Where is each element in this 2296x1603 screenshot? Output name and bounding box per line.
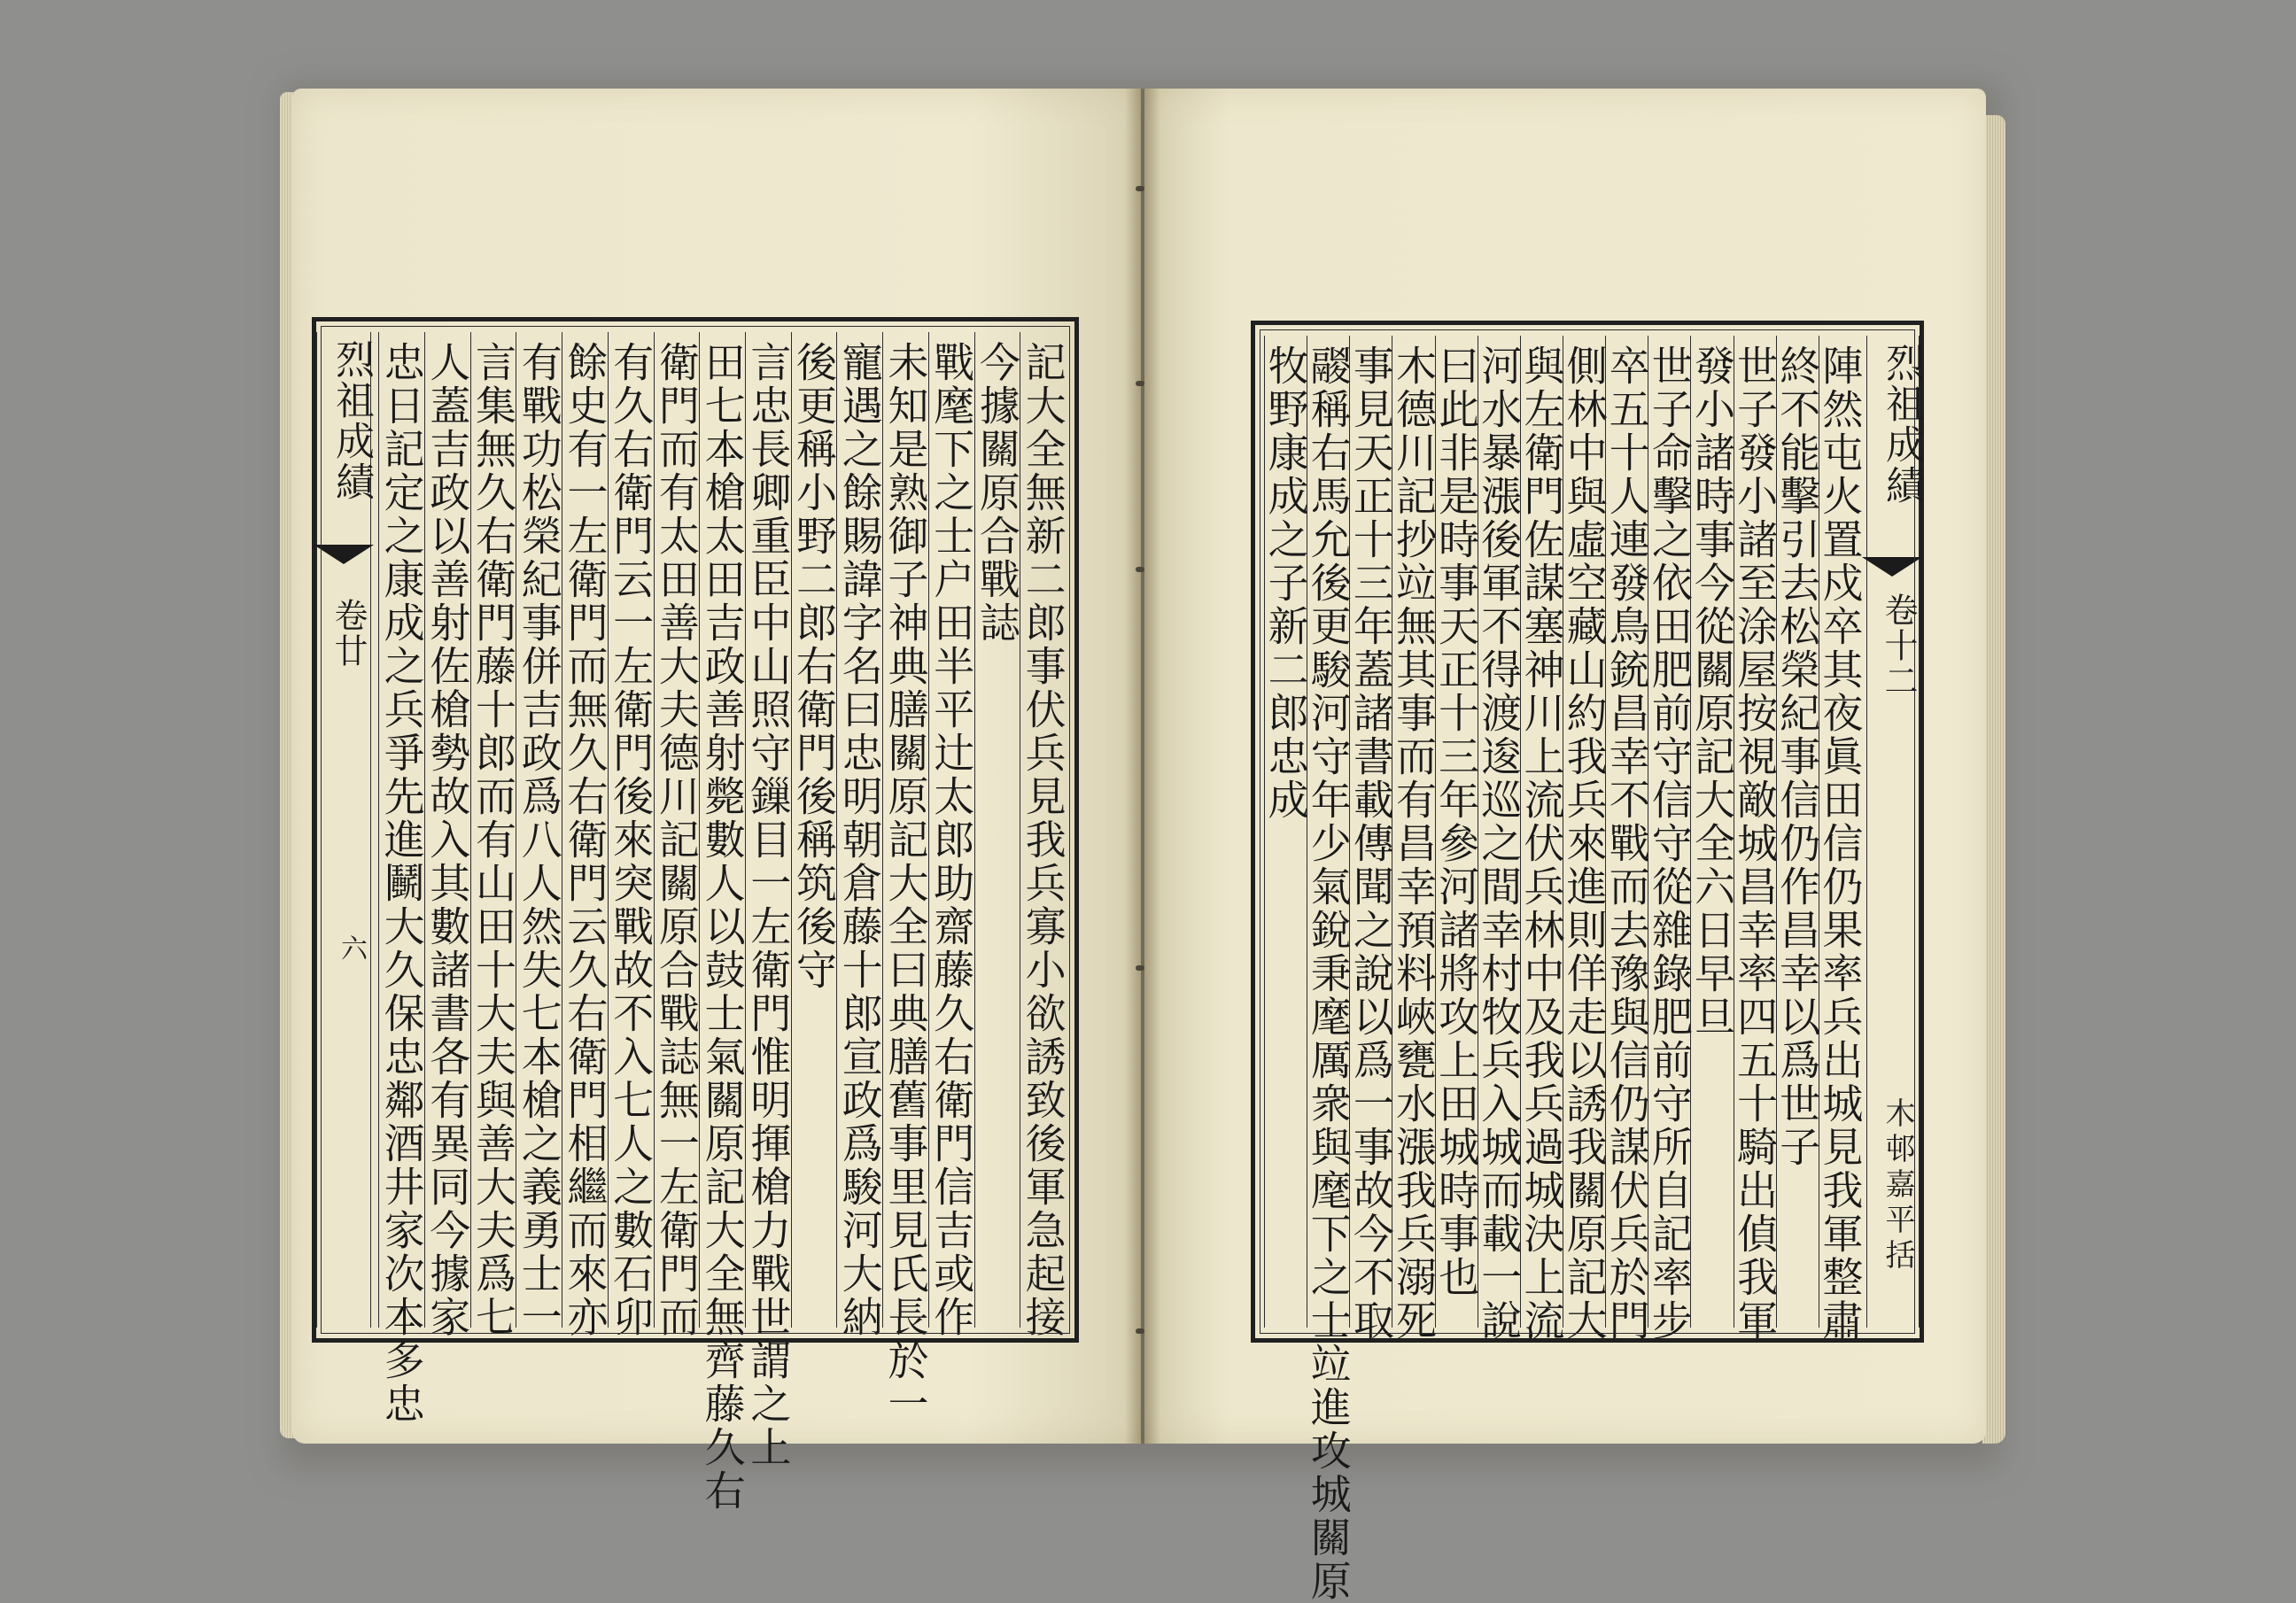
text-column [652, 332, 701, 1339]
text-column [835, 332, 884, 1339]
text-column [515, 332, 563, 1339]
binding-stitch [1136, 381, 1144, 386]
column-text: 記大全無新二郎事伏兵見我兵寡小欲誘致後軍急起接 [1019, 341, 1067, 1339]
binding-stitch [1136, 965, 1144, 971]
carver-credit: 木邨嘉平括 [1880, 1097, 1915, 1274]
column-text: 世子命擊之依田肥前守信守從雜錄肥前守所自記率步 [1645, 345, 1694, 1343]
left-fold-title: 烈祖成績 [329, 339, 374, 502]
text-column [1346, 336, 1395, 1343]
text-column [1261, 336, 1310, 1328]
text-column [1816, 336, 1865, 1343]
left-text-block [312, 317, 1079, 1513]
column-text: 衛門而有太田善大夫德川記關原合戰誌無一左衛門而 [652, 341, 701, 1339]
column-text: 事見天正十三年蓋諸書載傳聞之說以爲一事故今不取 [1346, 345, 1395, 1343]
binding-stitch [1136, 1328, 1144, 1334]
column-text: 餘史有一左衛門而無久右衛門云久右衛門相繼而來亦 [561, 341, 609, 1339]
fishtail-mark [314, 545, 374, 564]
text-column [1560, 336, 1609, 1343]
fishtail-mark [1862, 557, 1922, 577]
column-text: 陣然屯火置戍卒其夜眞田信仍果率兵出城見我軍整肅 [1816, 345, 1865, 1343]
column-text: 木德川記抄竝無其事而有昌幸預料峽甕水漲我兵溺死 [1390, 345, 1439, 1343]
text-column [377, 332, 426, 1426]
column-text: 卒五十人連發鳥銃昌幸不戰而去豫與信仍謀伏兵於門 [1602, 345, 1651, 1343]
column-text: 今據關原合戰誌 [973, 341, 1021, 645]
right-volume-label: 卷十二 [1879, 592, 1918, 699]
text-column [1602, 336, 1651, 1343]
column-text: 寵遇之餘賜諱字名曰忠明朝倉藤十郎宣政爲駿河大納 [835, 341, 884, 1339]
column-text: 河水暴漲後軍不得渡逡巡之間幸村牧兵入城而載一說 [1475, 345, 1524, 1343]
right-fold-strip [1866, 336, 1924, 1328]
text-column [744, 332, 793, 1469]
text-column [561, 332, 609, 1339]
binding-stitch [1136, 186, 1144, 191]
right-columns [1261, 336, 1865, 1603]
text-column [974, 332, 1020, 1328]
column-text: 發小諸時事今從關原記大全六日早旦 [1688, 345, 1736, 1039]
text-column [469, 332, 518, 1339]
text-column [881, 332, 930, 1426]
column-text: 牧野康成之子新二郎忠成 [1261, 345, 1310, 822]
text-column [1731, 336, 1780, 1343]
text-column [1517, 336, 1566, 1343]
column-text: 世子發小諸至涂屋按視敵城昌幸率四五十騎出偵我軍 [1731, 345, 1780, 1343]
column-text: 未知是熟御子神典膳關原記大全曰典膳舊事里見氏長於一 [881, 341, 930, 1426]
text-column [1432, 336, 1481, 1328]
text-column [1688, 336, 1736, 1328]
book-gutter [1125, 89, 1160, 1444]
text-column [791, 332, 837, 1328]
column-text: 田七本槍太田吉政善射斃數人以鼓士氣關原記大全無齊藤久右 [698, 341, 747, 1513]
column-text: 側林中與虛空藏山約我兵來進則佯走以誘我關原記大 [1560, 345, 1609, 1343]
column-text: 言集無久右衛門藤十郎而有山田十大夫與善大夫爲七 [469, 341, 518, 1339]
left-page-number: 六 [336, 934, 367, 961]
text-column [1390, 336, 1439, 1343]
column-text: 終不能擊引去松榮紀事信仍作昌幸以爲世子 [1773, 345, 1822, 1169]
right-text-block [1251, 321, 1924, 1603]
text-column [1773, 336, 1822, 1328]
column-text: 有戰功松榮紀事併吉政爲八人然失七本槍之義勇士一 [515, 341, 563, 1339]
text-column [1645, 336, 1694, 1343]
column-text: 有久右衛門云一左衛門後來突戰故不入七人之數石卯 [607, 341, 655, 1339]
column-text: 戰麾下之士户田半平辻太郎助齋藤久右衛門信吉或作 [927, 341, 976, 1339]
right-fold-title: 烈祖成績 [1879, 343, 1924, 506]
text-column [423, 332, 472, 1339]
column-text: 鬷稱右馬允後更駿河守年少氣銳秉麾厲衆與麾下之士竝進攻城關原 [1304, 345, 1353, 1603]
text-column [698, 332, 747, 1513]
column-text: 人蓋吉政以善射佐槍勢故入其數諸書各有異同今據家 [423, 341, 472, 1339]
column-text: 忠日記定之康成之兵爭先進鬭大久保忠鄰酒井家次本多忠 [377, 341, 426, 1426]
column-text: 與左衛門佐謀塞神川上流伏兵林中及我兵過城決上流 [1517, 345, 1566, 1343]
text-column [1304, 336, 1353, 1603]
text-column [607, 332, 655, 1339]
left-fold-strip [316, 332, 374, 1328]
column-text: 後更稱小野二郎右衛門後稱筑後守 [790, 341, 839, 992]
left-volume-label: 卷廿 [329, 598, 368, 669]
text-column [1019, 332, 1067, 1339]
binding-stitch [1136, 567, 1144, 572]
text-column [927, 332, 976, 1339]
left-columns [377, 332, 1067, 1513]
column-text: 言忠長卿重臣中山照守鏁目一左衛門惟明揮槍力戰世謂之上 [744, 341, 793, 1469]
column-text: 曰此非是時事天正十三年參河諸將攻上田城時事也 [1432, 345, 1481, 1299]
text-column [1475, 336, 1524, 1343]
